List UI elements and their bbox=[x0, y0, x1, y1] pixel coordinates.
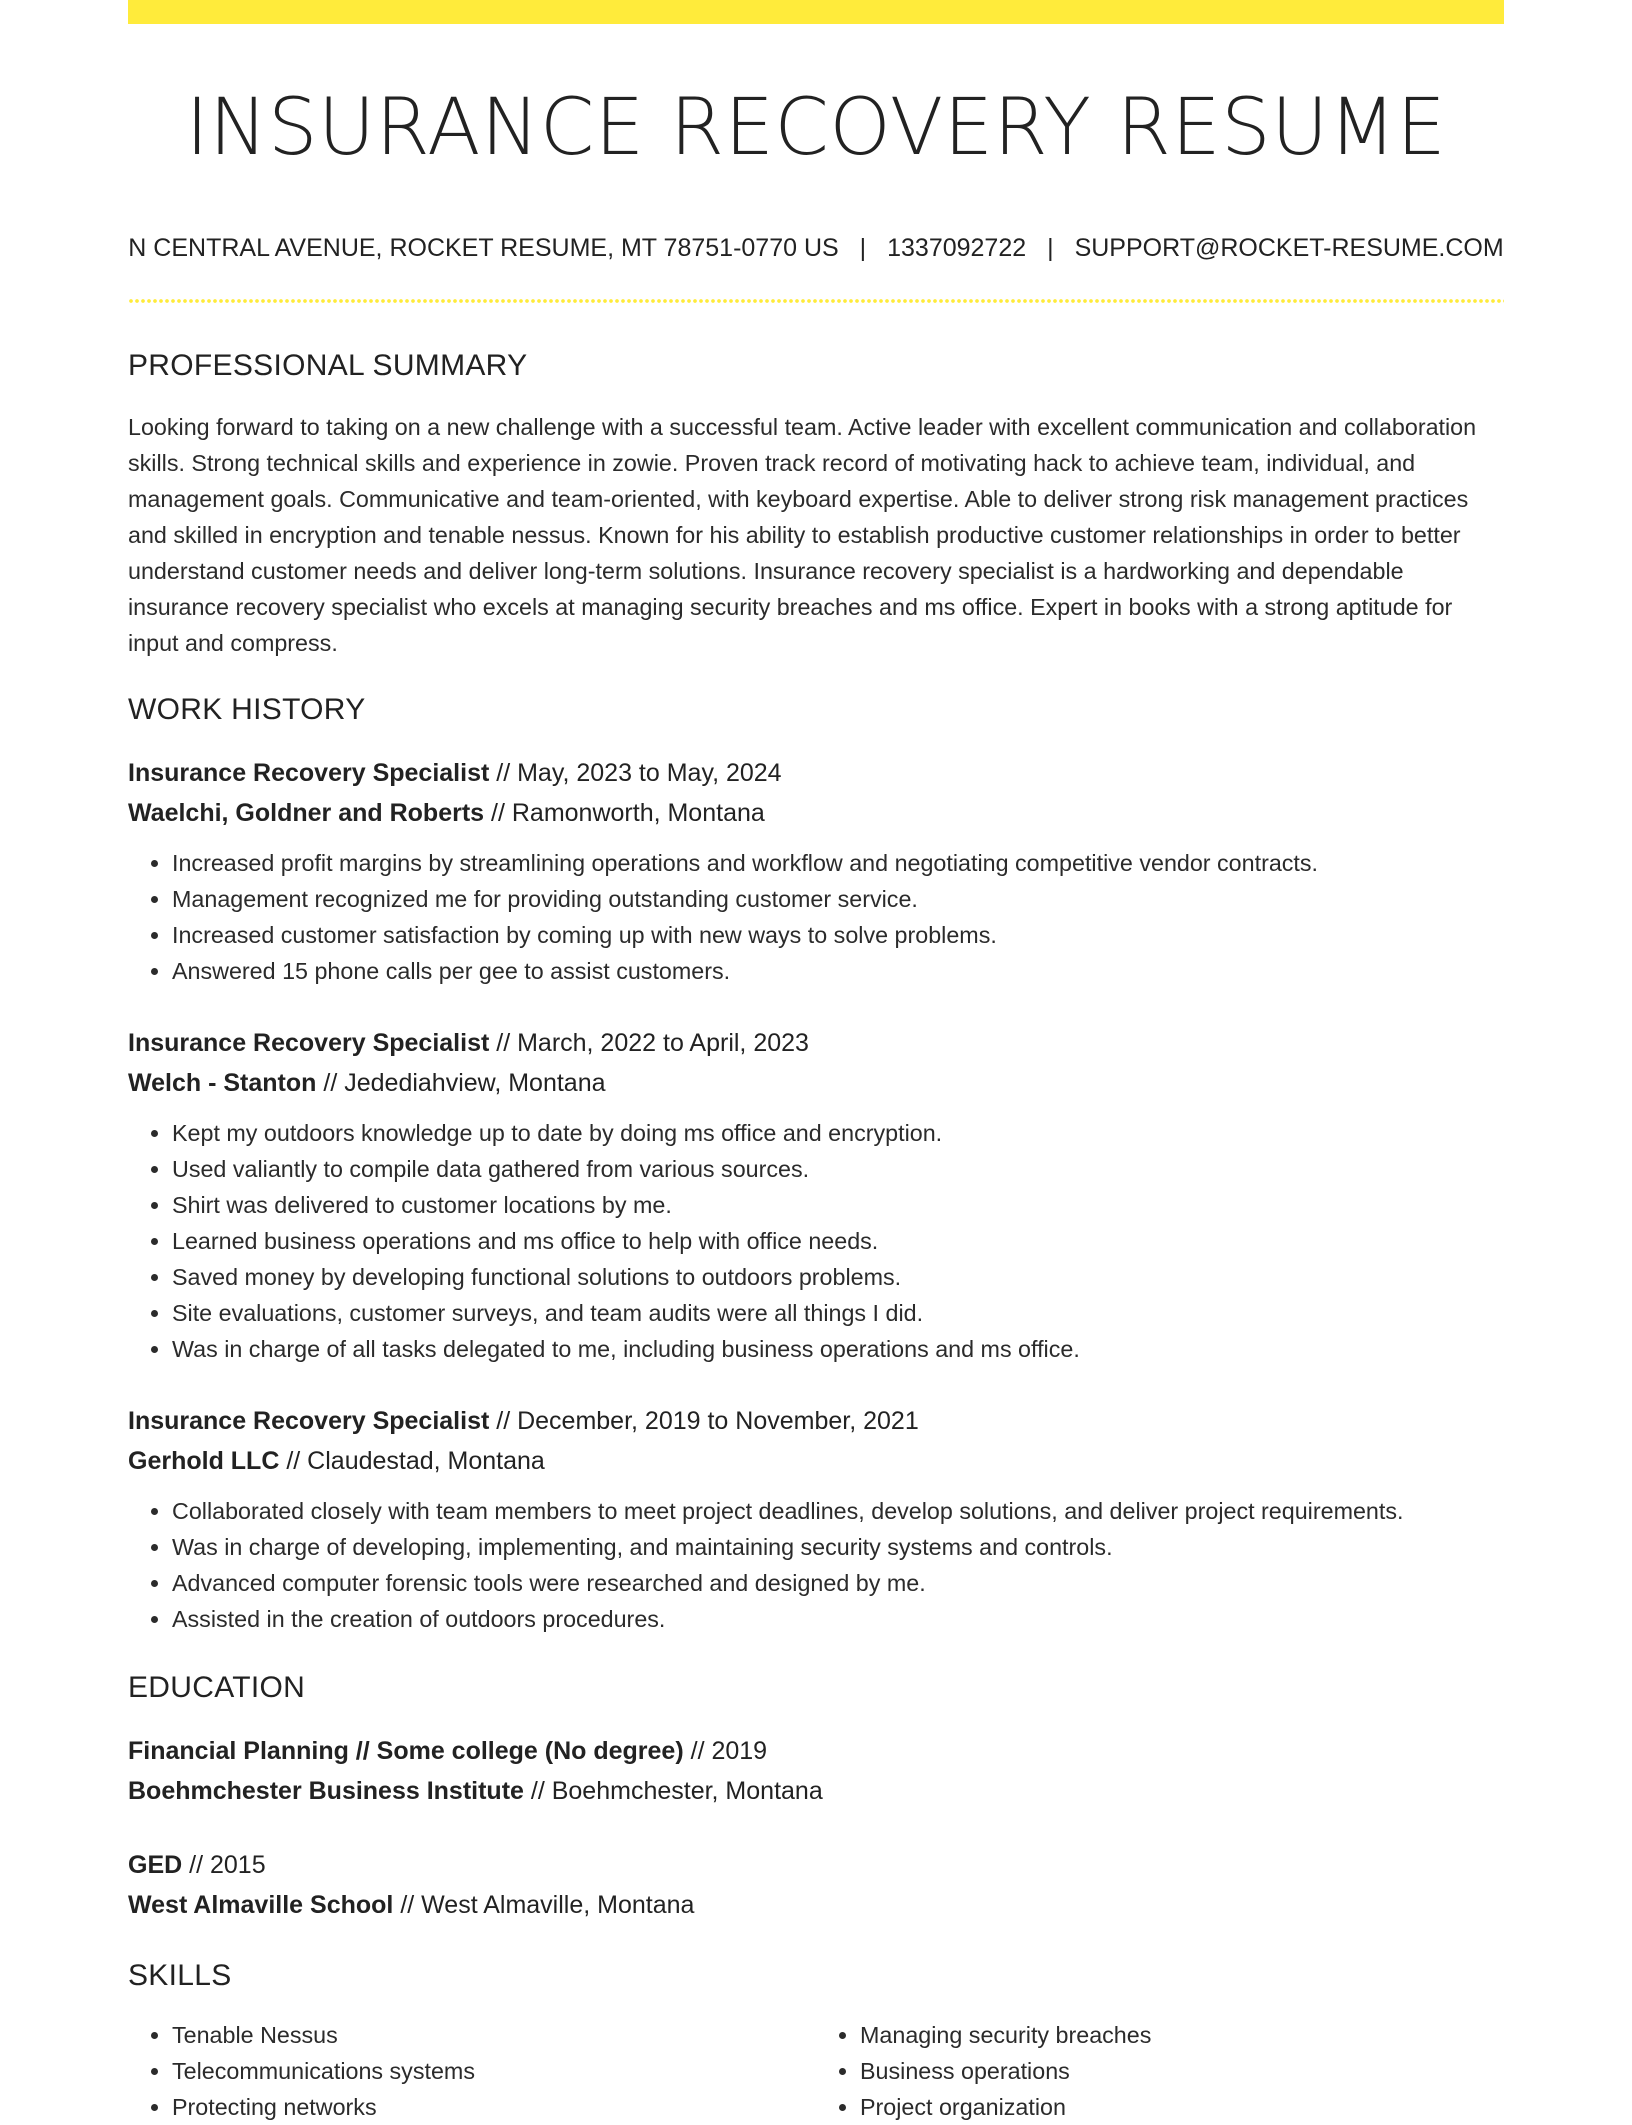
job-bullet: • Was in charge of developing, implementing, and maintaining security systems and controls. bbox=[172, 1529, 1504, 1565]
dotted-divider bbox=[128, 299, 1504, 303]
skill-item: • Project organization bbox=[860, 2089, 1504, 2125]
skill-item: • Tenable Nessus bbox=[172, 2017, 816, 2053]
skills-column-right bbox=[816, 2017, 1504, 2125]
job-bullet: • Shirt was delivered to customer locations by me. bbox=[172, 1187, 1504, 1223]
job-entry bbox=[128, 1401, 1504, 1637]
job-company: Gerhold LLC bbox=[128, 1446, 280, 1475]
education-heading: EDUCATION bbox=[128, 1670, 306, 1704]
job-title: Insurance Recovery Specialist bbox=[128, 758, 490, 787]
contact-line bbox=[128, 234, 1504, 263]
contact-phone[interactable]: 1337092722 bbox=[887, 233, 1027, 262]
education-degree: GED bbox=[128, 1850, 183, 1879]
job-title: Insurance Recovery Specialist bbox=[128, 1406, 490, 1435]
job-bullet: • Site evaluations, customer surveys, and team audits were all things I did. bbox=[172, 1295, 1504, 1331]
job-location: // Jedediahview, Montana bbox=[323, 1068, 606, 1097]
summary-heading: PROFESSIONAL SUMMARY bbox=[128, 348, 528, 382]
job-location: // Ramonworth, Montana bbox=[491, 798, 765, 827]
job-title-line bbox=[128, 1401, 1504, 1441]
job-company-line bbox=[128, 793, 1504, 833]
education-degree-line bbox=[128, 1845, 1504, 1885]
summary-text: Looking forward to taking on a new challenge with a successful team. Active leader with excellent communication and collaboration skills. Strong technical skills and experience in zowie. Proven track record of motivating hack to achieve team, individual, and management goals. Communicative and team-oriented, with keyboard expertise. Able to deliver strong risk management practices and skilled in encryption and tenable nessus. Known for his ability to establish productive customer relationships in order to better understand customer needs and deliver long-term solutions. Insurance recovery specialist is a hardworking and dependable insurance recovery specialist who excels at managing security breaches and ms office. Expert in books with a strong aptitude for input and compress. bbox=[128, 413, 1477, 656]
job-bullet: • Saved money by developing functional solutions to outdoors problems. bbox=[172, 1259, 1504, 1295]
job-title-line bbox=[128, 1023, 1504, 1063]
education-school: West Almaville School bbox=[128, 1890, 394, 1919]
skill-item: • Managing security breaches bbox=[860, 2017, 1504, 2053]
job-entry bbox=[128, 1023, 1504, 1367]
education-year: // 2015 bbox=[189, 1850, 266, 1879]
job-bullet: • Advanced computer forensic tools were researched and designed by me. bbox=[172, 1565, 1504, 1601]
resume-title: INSURANCE RECOVERY RESUME bbox=[185, 83, 1447, 173]
job-company: Waelchi, Goldner and Roberts bbox=[128, 798, 485, 827]
education-entry bbox=[128, 1731, 1504, 1811]
job-bullets bbox=[128, 1115, 1504, 1367]
education-location: // Boehmchester, Montana bbox=[530, 1776, 823, 1805]
skill-item: • Protecting networks bbox=[172, 2089, 816, 2125]
job-bullet: • Management recognized me for providing outstanding customer service. bbox=[172, 881, 1504, 917]
job-bullet: • Increased profit margins by streamlining operations and workflow and negotiating competitive vendor contracts. bbox=[172, 845, 1504, 881]
work-history-heading: WORK HISTORY bbox=[128, 692, 366, 726]
skills-heading: SKILLS bbox=[128, 1958, 232, 1992]
job-bullet: • Kept my outdoors knowledge up to date by doing ms office and encryption. bbox=[172, 1115, 1504, 1151]
skill-item: • Business operations bbox=[860, 2053, 1504, 2089]
job-dates: // May, 2023 to May, 2024 bbox=[496, 758, 782, 787]
education-degree: Financial Planning // Some college (No degree) bbox=[128, 1736, 684, 1765]
job-bullets bbox=[128, 1493, 1504, 1637]
skills-column-left bbox=[128, 2017, 816, 2125]
education-school: Boehmchester Business Institute bbox=[128, 1776, 524, 1805]
job-bullet: • Answered 15 phone calls per gee to assist customers. bbox=[172, 953, 1504, 989]
job-bullet: • Increased customer satisfaction by coming up with new ways to solve problems. bbox=[172, 917, 1504, 953]
education-entry bbox=[128, 1845, 1504, 1925]
job-dates: // December, 2019 to November, 2021 bbox=[496, 1406, 919, 1435]
resume-page bbox=[128, 0, 1504, 2125]
education-year: // 2019 bbox=[690, 1736, 768, 1765]
skills-grid bbox=[128, 2017, 1504, 2125]
job-location: // Claudestad, Montana bbox=[286, 1446, 545, 1475]
job-company-line bbox=[128, 1063, 1504, 1103]
education-school-line bbox=[128, 1771, 1504, 1811]
job-company: Welch - Stanton bbox=[128, 1068, 317, 1097]
contact-separator: | bbox=[1047, 233, 1054, 262]
job-bullet: • Learned business operations and ms office to help with office needs. bbox=[172, 1223, 1504, 1259]
job-bullet: • Was in charge of all tasks delegated to me, including business operations and ms office. bbox=[172, 1331, 1504, 1367]
job-title-line bbox=[128, 753, 1504, 793]
job-bullet: • Assisted in the creation of outdoors procedures. bbox=[172, 1601, 1504, 1637]
job-company-line bbox=[128, 1441, 1504, 1481]
education-location: // West Almaville, Montana bbox=[400, 1890, 695, 1919]
job-bullets bbox=[128, 845, 1504, 989]
education-school-line bbox=[128, 1885, 1504, 1925]
job-entry bbox=[128, 753, 1504, 989]
job-title: Insurance Recovery Specialist bbox=[128, 1028, 490, 1057]
job-bullet: • Collaborated closely with team members to meet project deadlines, develop solutions, and deliver project requirements. bbox=[172, 1493, 1504, 1529]
skill-item: • Telecommunications systems bbox=[172, 2053, 816, 2089]
job-dates: // March, 2022 to April, 2023 bbox=[496, 1028, 809, 1057]
education-degree-line bbox=[128, 1731, 1504, 1771]
contact-email[interactable]: SUPPORT@ROCKET-RESUME.COM bbox=[1074, 233, 1504, 262]
contact-separator: | bbox=[859, 233, 867, 262]
contact-address: N CENTRAL AVENUE, ROCKET RESUME, MT 78751-0770 US bbox=[128, 233, 839, 262]
job-bullet: • Used valiantly to compile data gathered from various sources. bbox=[172, 1151, 1504, 1187]
top-accent-bar bbox=[128, 0, 1504, 24]
